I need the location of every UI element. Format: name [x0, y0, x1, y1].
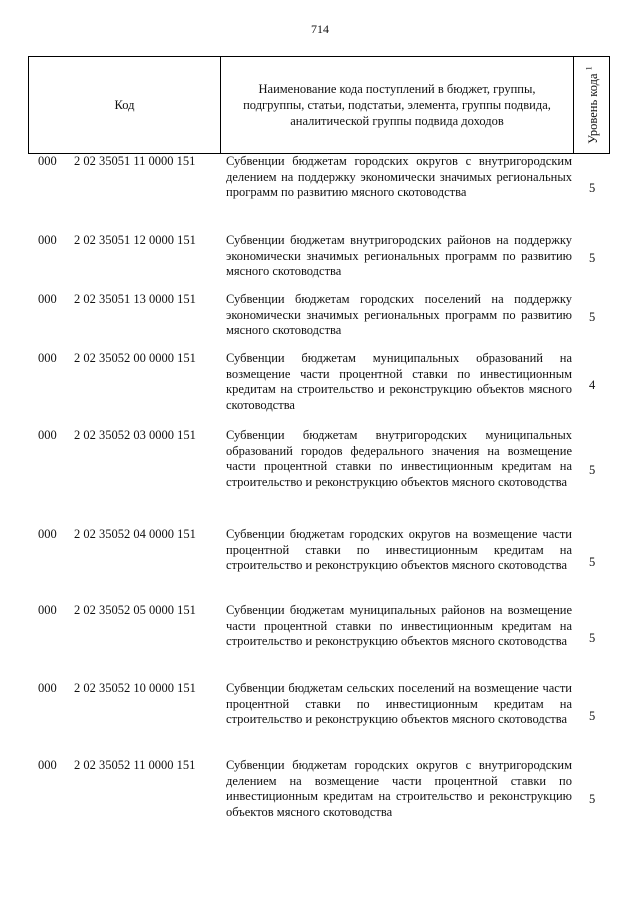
admin-code: 000 — [38, 154, 57, 168]
income-name: Субвенции бюджетам внутригородских муниципальных образований городов федерального значения на возмещение части процентной ставки по инвестиционным кредитам на строительство и реконструкцию объектов мясного скотоводства — [226, 428, 572, 489]
admin-code: 000 — [38, 351, 57, 365]
table-row — [28, 603, 610, 671]
income-code: 2 02 35052 10 0000 151 — [74, 681, 196, 695]
code-level: 4 — [589, 378, 596, 392]
table-header — [28, 56, 610, 154]
income-name: Субвенции бюджетам городских округов с внутригородским делением на поддержку экономически значимых региональных программ по развитию мясного скотоводства — [226, 154, 572, 199]
income-name: Субвенции бюджетам городских округов на возмещение части процентной ставки по инвестиционным кредитам на строительство и реконструкцию объектов мясного скотоводства — [226, 527, 572, 572]
code-level: 5 — [589, 251, 596, 265]
admin-code: 000 — [38, 758, 57, 772]
table-row — [28, 758, 610, 842]
income-name: Субвенции бюджетам городских округов с внутригородским делением на возмещение части процентной ставки по инвестиционным кредитам на строительство и реконструкцию объектов мясного скотоводства — [226, 758, 572, 819]
income-code: 2 02 35052 03 0000 151 — [74, 428, 196, 442]
income-codes-table — [28, 56, 610, 819]
income-name: Субвенции бюджетам городских поселений на поддержку экономически значимых региональных программ по развитию мясного скотоводства — [226, 292, 572, 337]
income-name: Субвенции бюджетам муниципальных районов на возмещение части процентной ставки по инвестиционным кредитам на строительство и реконструкцию объектов мясного скотоводства — [226, 603, 572, 648]
admin-code: 000 — [38, 527, 57, 541]
code-level: 5 — [589, 709, 596, 723]
admin-code: 000 — [38, 428, 57, 442]
admin-code: 000 — [38, 603, 57, 617]
income-name: Субвенции бюджетам внутригородских районов на поддержку экономически значимых региональных программ по развитию мясного скотоводства — [226, 233, 572, 278]
income-name: Субвенции бюджетам муниципальных образований на возмещение части процентной ставки по инвестиционным кредитам на строительство и реконструкцию объектов мясного скотоводства — [226, 351, 572, 412]
income-code: 2 02 35052 11 0000 151 — [74, 758, 196, 772]
admin-code: 000 — [38, 681, 57, 695]
table-row — [28, 292, 610, 344]
header-level — [575, 57, 611, 153]
income-code: 2 02 35052 05 0000 151 — [74, 603, 196, 617]
admin-code: 000 — [38, 233, 57, 247]
page-number: 714 — [311, 22, 329, 36]
income-name: Субвенции бюджетам сельских поселений на возмещение части процентной ставки по инвестиционным кредитам на строительство и реконструкцию объектов мясного скотоводства — [226, 681, 572, 726]
header-level-label: Уровень кода — [586, 73, 601, 144]
income-code: 2 02 35051 12 0000 151 — [74, 233, 196, 247]
code-level: 5 — [589, 310, 596, 324]
code-level: 5 — [589, 463, 596, 477]
table-row — [28, 681, 610, 749]
header-level-footnote: 1 — [584, 66, 594, 71]
table-row — [28, 233, 610, 285]
code-level: 5 — [589, 631, 596, 645]
table-row — [28, 351, 610, 419]
income-code: 2 02 35051 13 0000 151 — [74, 292, 196, 306]
table-row — [28, 154, 610, 226]
table-row — [28, 527, 610, 595]
code-level: 5 — [589, 792, 596, 806]
code-level: 5 — [589, 555, 596, 569]
table-row — [28, 428, 610, 512]
header-code: Код — [114, 97, 135, 112]
income-code: 2 02 35052 00 0000 151 — [74, 351, 196, 365]
income-code: 2 02 35051 11 0000 151 — [74, 154, 196, 168]
income-code: 2 02 35052 04 0000 151 — [74, 527, 196, 541]
code-level: 5 — [589, 181, 596, 195]
header-name: Наименование кода поступлений в бюджет, группы, подгруппы, статьи, подстатьи, элемента, группы подвида, аналитической группы подвида доходов — [220, 57, 574, 153]
admin-code: 000 — [38, 292, 57, 306]
